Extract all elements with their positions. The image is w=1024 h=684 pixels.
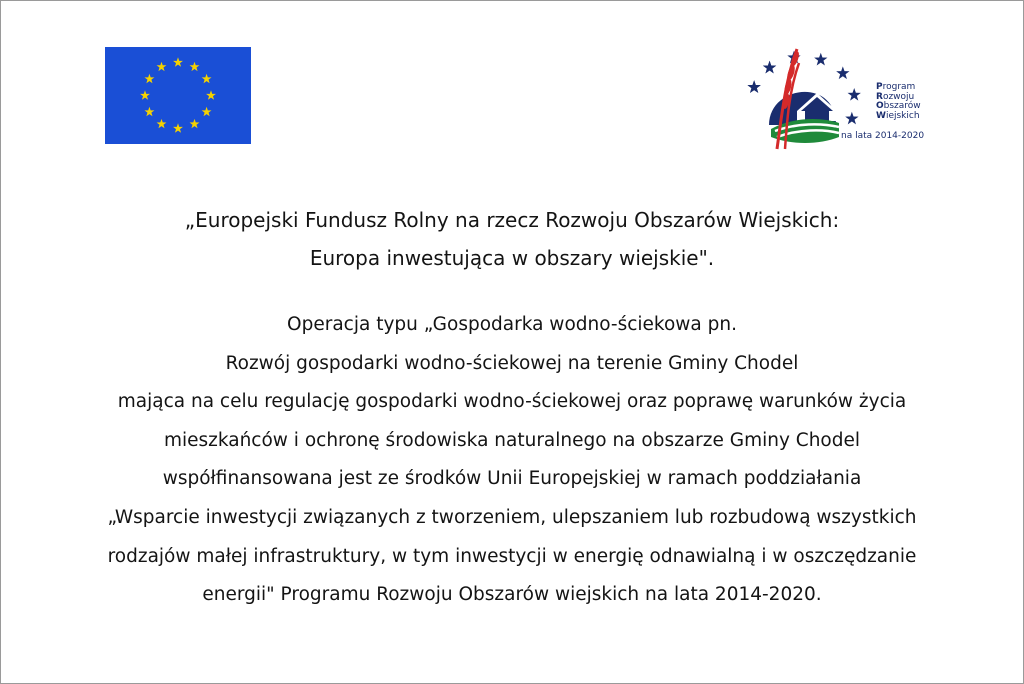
body-line-8: energii" Programu Rozwoju Obszarów wiejskich na lata 2014-2020. [202,584,822,606]
prow-title-line-2: Rozwoju [876,91,915,102]
prow-star-icon [747,80,760,93]
prow-star-icon [814,53,827,66]
body-line-3: mająca na celu regulację gospodarki wodno-ściekowej oraz poprawę warunków życia [117,391,907,413]
body-text [1,306,1023,615]
eu-flag-icon [105,47,251,144]
body-line-4: mieszkańców i ochronę środowiska naturalnego na obszarze Gminy Chodel [163,429,861,451]
prow-title-line-1: Program [876,82,916,92]
prow-years: na lata 2014-2020 [841,131,925,141]
prow-star-icon [836,66,849,79]
prow-title-line-4: Wiejskich [876,110,920,121]
body-line-7: rodzajów małej infrastruktury, w tym inwestycji w energię odnawialną i w oszczędzanie [107,545,917,567]
prow-star-icon [763,61,776,74]
heading-line-1: „Europejski Fundusz Rolny na rzecz Rozwoju Obszarów Wiejskich: [184,208,840,232]
prow-title-line-3: Obszarów [876,101,921,112]
body-line-2: Rozwój gospodarki wodno-ściekowej na terenie Gminy Chodel [225,352,799,374]
body-line-1: Operacja typu „Gospodarka wodno-ściekowa pn. [287,314,737,335]
prow-logo-title [876,83,921,121]
heading-line-2: Europa inwestująca w obszary wiejskie". [309,246,715,270]
heading [1,201,1023,277]
prow-star-icon [845,112,858,125]
body-line-5: współfinansowana jest ze środków Unii Europejskiej w ramach poddziałania [162,468,862,490]
body-line-6: „Wsparcie inwestycji związanych z tworzeniem, ulepszaniem lub rozbudową wszystkich [107,506,917,528]
prow-star-icon [848,88,861,101]
